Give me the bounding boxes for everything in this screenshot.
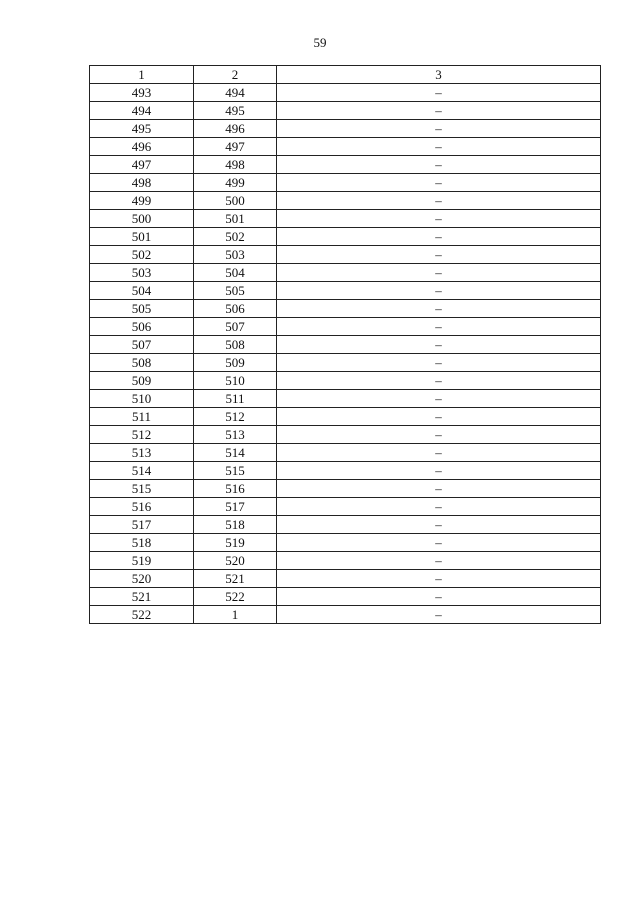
table-cell-col2: 498 — [194, 156, 277, 174]
table-cell-col3: – — [277, 606, 601, 624]
table-cell-col3: – — [277, 354, 601, 372]
table-cell-col3: – — [277, 372, 601, 390]
table-cell-col2: 511 — [194, 390, 277, 408]
table-cell-col2: 508 — [194, 336, 277, 354]
table-cell-col1: 522 — [90, 606, 194, 624]
table-cell-col3: – — [277, 480, 601, 498]
table-row — [90, 336, 601, 354]
table-row — [90, 156, 601, 174]
table-row — [90, 606, 601, 624]
table-cell-col2: 503 — [194, 246, 277, 264]
table-row — [90, 498, 601, 516]
table-cell-col2: 522 — [194, 588, 277, 606]
table-cell-col3: – — [277, 498, 601, 516]
table-cell-col1: 518 — [90, 534, 194, 552]
table-cell-col2: 517 — [194, 498, 277, 516]
table-cell-col2: 510 — [194, 372, 277, 390]
table-cell-col3: – — [277, 210, 601, 228]
table-cell-col2: 512 — [194, 408, 277, 426]
table-cell-col1: 500 — [90, 210, 194, 228]
table-row — [90, 138, 601, 156]
table-cell-col2: 504 — [194, 264, 277, 282]
table-cell-col3: – — [277, 570, 601, 588]
table-cell-col1: 497 — [90, 156, 194, 174]
table-cell-col2: 505 — [194, 282, 277, 300]
page-number: 59 — [313, 35, 327, 50]
table-row — [90, 462, 601, 480]
table-cell-col1: 502 — [90, 246, 194, 264]
column-header-2: 2 — [194, 66, 277, 84]
table-cell-col1: 519 — [90, 552, 194, 570]
table-cell-col3: – — [277, 444, 601, 462]
table-cell-col2: 516 — [194, 480, 277, 498]
table-row — [90, 408, 601, 426]
table-cell-col2: 515 — [194, 462, 277, 480]
column-header-3: 3 — [277, 66, 601, 84]
table-cell-col3: – — [277, 174, 601, 192]
table-cell-col1: 506 — [90, 318, 194, 336]
table-cell-col2: 520 — [194, 552, 277, 570]
table-cell-col1: 494 — [90, 102, 194, 120]
table-row — [90, 480, 601, 498]
table-cell-col2: 509 — [194, 354, 277, 372]
table-cell-col3: – — [277, 102, 601, 120]
table-header-row — [90, 66, 601, 84]
table-cell-col3: – — [277, 552, 601, 570]
table-cell-col3: – — [277, 300, 601, 318]
table-cell-col3: – — [277, 336, 601, 354]
table-cell-col2: 494 — [194, 84, 277, 102]
table-cell-col2: 495 — [194, 102, 277, 120]
table-cell-col3: – — [277, 408, 601, 426]
table-row — [90, 444, 601, 462]
table-row — [90, 264, 601, 282]
table-cell-col1: 511 — [90, 408, 194, 426]
table-row — [90, 516, 601, 534]
data-table — [89, 65, 601, 624]
table-body — [90, 84, 601, 624]
table-row — [90, 570, 601, 588]
table-cell-col3: – — [277, 192, 601, 210]
table-row — [90, 228, 601, 246]
table-row — [90, 174, 601, 192]
table-cell-col3: – — [277, 84, 601, 102]
table-row — [90, 534, 601, 552]
table-cell-col1: 513 — [90, 444, 194, 462]
table-cell-col1: 517 — [90, 516, 194, 534]
table-cell-col3: – — [277, 246, 601, 264]
table-cell-col1: 503 — [90, 264, 194, 282]
table-cell-col1: 512 — [90, 426, 194, 444]
table-cell-col2: 506 — [194, 300, 277, 318]
table-cell-col3: – — [277, 156, 601, 174]
table-row — [90, 300, 601, 318]
table-cell-col1: 501 — [90, 228, 194, 246]
table-row — [90, 210, 601, 228]
table-cell-col3: – — [277, 516, 601, 534]
table-cell-col3: – — [277, 318, 601, 336]
table-cell-col2: 502 — [194, 228, 277, 246]
table-cell-col1: 514 — [90, 462, 194, 480]
table-cell-col2: 507 — [194, 318, 277, 336]
table-cell-col1: 504 — [90, 282, 194, 300]
table-cell-col1: 498 — [90, 174, 194, 192]
table-cell-col3: – — [277, 138, 601, 156]
table-row — [90, 426, 601, 444]
table-cell-col1: 515 — [90, 480, 194, 498]
table-row — [90, 552, 601, 570]
table-cell-col3: – — [277, 264, 601, 282]
table-cell-col3: – — [277, 228, 601, 246]
table-cell-col3: – — [277, 282, 601, 300]
table-cell-col1: 510 — [90, 390, 194, 408]
table-row — [90, 588, 601, 606]
table-cell-col2: 500 — [194, 192, 277, 210]
table-cell-col1: 508 — [90, 354, 194, 372]
table-cell-col1: 516 — [90, 498, 194, 516]
column-header-1: 1 — [90, 66, 194, 84]
table-cell-col3: – — [277, 534, 601, 552]
table-cell-col2: 513 — [194, 426, 277, 444]
table-row — [90, 120, 601, 138]
table-cell-col3: – — [277, 588, 601, 606]
table-cell-col1: 520 — [90, 570, 194, 588]
table-cell-col1: 507 — [90, 336, 194, 354]
table-row — [90, 282, 601, 300]
table-cell-col2: 501 — [194, 210, 277, 228]
table-cell-col2: 518 — [194, 516, 277, 534]
table-row — [90, 354, 601, 372]
table-cell-col3: – — [277, 426, 601, 444]
table-row — [90, 84, 601, 102]
table-cell-col2: 496 — [194, 120, 277, 138]
table-row — [90, 246, 601, 264]
table-cell-col2: 514 — [194, 444, 277, 462]
table-cell-col2: 1 — [194, 606, 277, 624]
table-cell-col1: 499 — [90, 192, 194, 210]
table-cell-col1: 493 — [90, 84, 194, 102]
table-cell-col2: 499 — [194, 174, 277, 192]
table-row — [90, 192, 601, 210]
table-cell-col3: – — [277, 462, 601, 480]
table-cell-col2: 519 — [194, 534, 277, 552]
table-row — [90, 318, 601, 336]
table-cell-col2: 521 — [194, 570, 277, 588]
table-row — [90, 102, 601, 120]
table-cell-col3: – — [277, 390, 601, 408]
table-cell-col1: 521 — [90, 588, 194, 606]
table-cell-col1: 505 — [90, 300, 194, 318]
table-row — [90, 390, 601, 408]
table-cell-col3: – — [277, 120, 601, 138]
table-cell-col2: 497 — [194, 138, 277, 156]
table-cell-col1: 509 — [90, 372, 194, 390]
table-cell-col1: 495 — [90, 120, 194, 138]
table-cell-col1: 496 — [90, 138, 194, 156]
table-row — [90, 372, 601, 390]
